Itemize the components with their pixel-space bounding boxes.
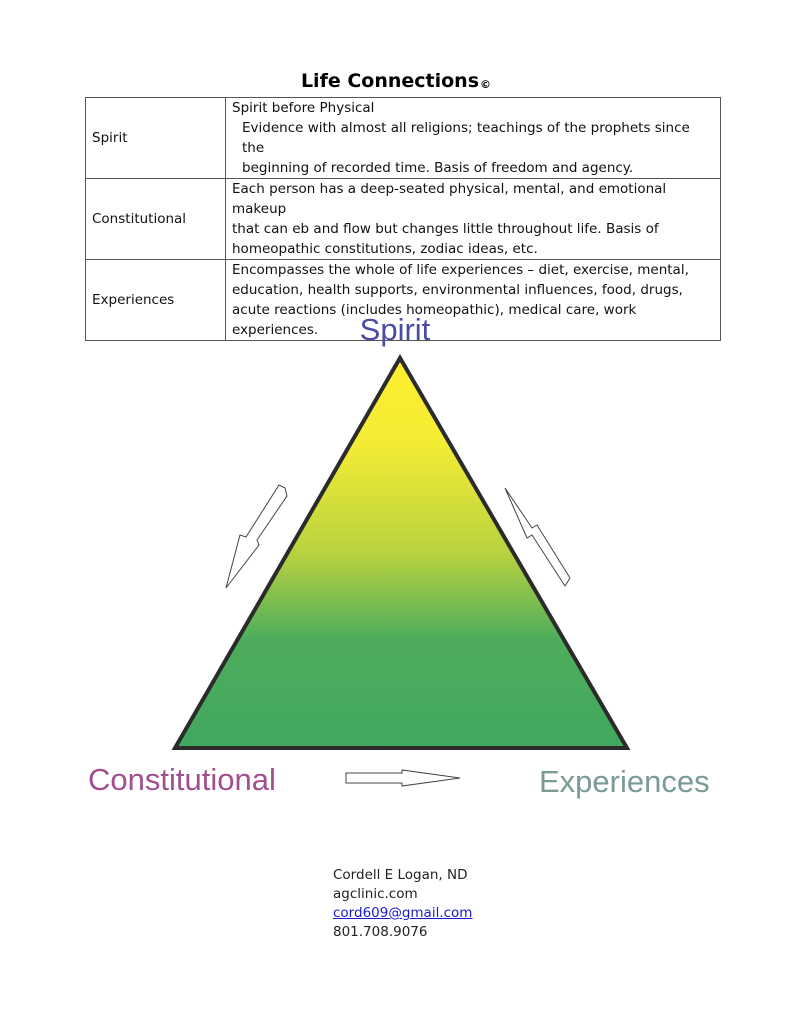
description-line: that can eb and flow but changes little throughout life. Basis of xyxy=(232,221,659,237)
vertex-label-experiences: Experiences xyxy=(539,764,710,799)
life-connections-triangle-diagram xyxy=(0,300,792,820)
description-line: beginning of recorded time. Basis of freedom and agency. xyxy=(242,160,634,176)
description-line: Spirit before Physical xyxy=(232,100,375,116)
row-description-constitutional xyxy=(226,179,721,260)
vertex-label-constitutional: Constitutional xyxy=(88,762,276,797)
document-title xyxy=(0,70,792,92)
row-description-spirit xyxy=(226,98,721,179)
title-text: Life Connections xyxy=(300,70,480,92)
description-line: Encompasses the whole of life experiences – diet, exercise, mental, xyxy=(232,262,689,278)
table-row xyxy=(86,98,721,179)
contact-block xyxy=(333,866,472,942)
row-label-experiences: Experiences xyxy=(86,260,226,341)
table-row xyxy=(86,179,721,260)
website: agclinic.com xyxy=(333,886,418,902)
description-line: Each person has a deep-seated physical, mental, and emotional makeup xyxy=(232,181,667,217)
description-line: acute reactions (includes homeopathic), medical care, work xyxy=(232,302,637,318)
description-line: experiences. xyxy=(232,322,319,338)
row-label-spirit: Spirit xyxy=(86,98,226,179)
description-line: homeopathic constitutions, zodiac ideas, etc. xyxy=(232,241,538,257)
copyright-mark: © xyxy=(480,78,492,91)
description-line: Evidence with almost all religions; teachings of the prophets since the xyxy=(242,120,690,156)
description-line: education, health supports, environmental influences, food, drugs, xyxy=(232,282,683,298)
row-label-constitutional: Constitutional xyxy=(86,179,226,260)
author-name: Cordell E Logan, ND xyxy=(333,867,468,883)
arrow-constitutional-to-experiences-icon xyxy=(346,770,460,786)
email-link[interactable]: cord609@gmail.com xyxy=(333,905,473,921)
phone-number: 801.708.9076 xyxy=(333,924,428,940)
vertex-label-spirit: Spirit xyxy=(359,312,431,347)
